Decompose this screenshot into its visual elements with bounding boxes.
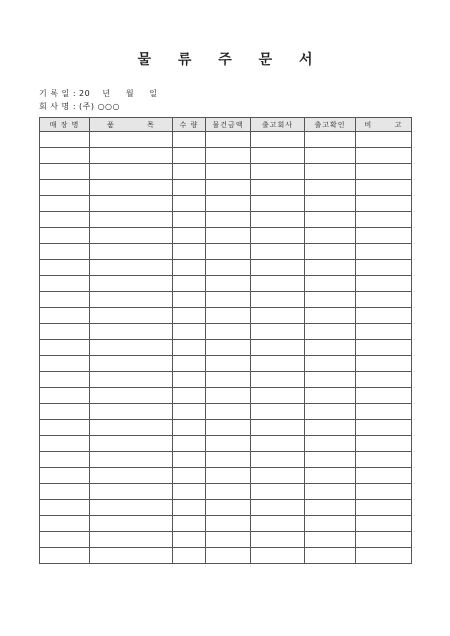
table-cell[interactable] [305, 180, 356, 196]
table-cell[interactable] [356, 484, 412, 500]
table-cell[interactable] [356, 548, 412, 564]
table-cell[interactable] [173, 420, 206, 436]
table-cell[interactable] [251, 532, 305, 548]
table-cell[interactable] [251, 164, 305, 180]
table-cell[interactable] [206, 260, 251, 276]
table-row [40, 180, 412, 196]
table-cell[interactable] [40, 132, 90, 148]
table-cell[interactable] [356, 340, 412, 356]
table-cell[interactable] [206, 468, 251, 484]
table-cell[interactable] [90, 532, 173, 548]
table-cell[interactable] [40, 420, 90, 436]
table-cell[interactable] [40, 356, 90, 372]
table-cell[interactable] [305, 308, 356, 324]
table-cell[interactable] [251, 404, 305, 420]
table-row [40, 548, 412, 564]
table-cell[interactable] [305, 500, 356, 516]
table-cell[interactable] [305, 356, 356, 372]
table-cell[interactable] [305, 324, 356, 340]
table-cell[interactable] [173, 244, 206, 260]
table-cell[interactable] [206, 244, 251, 260]
table-row [40, 372, 412, 388]
table-cell[interactable] [173, 500, 206, 516]
table-cell[interactable] [251, 372, 305, 388]
table-cell[interactable] [40, 260, 90, 276]
table-cell[interactable] [305, 340, 356, 356]
table-cell[interactable] [90, 340, 173, 356]
table-body [40, 132, 412, 564]
table-cell[interactable] [40, 452, 90, 468]
table-cell[interactable] [173, 404, 206, 420]
table-row [40, 340, 412, 356]
table-cell[interactable] [356, 148, 412, 164]
table-cell[interactable] [173, 180, 206, 196]
table-row [40, 356, 412, 372]
table-cell[interactable] [305, 404, 356, 420]
table-cell[interactable] [305, 532, 356, 548]
table-cell[interactable] [251, 436, 305, 452]
table-cell[interactable] [173, 196, 206, 212]
table-cell[interactable] [90, 500, 173, 516]
table-cell[interactable] [251, 468, 305, 484]
table-cell[interactable] [305, 484, 356, 500]
table-cell[interactable] [90, 148, 173, 164]
table-cell[interactable] [90, 292, 173, 308]
table-cell[interactable] [90, 324, 173, 340]
table-cell[interactable] [90, 452, 173, 468]
table-cell[interactable] [173, 452, 206, 468]
table-row [40, 324, 412, 340]
header-amount: 물건금액 [206, 118, 251, 132]
table-cell[interactable] [305, 148, 356, 164]
table-cell[interactable] [305, 420, 356, 436]
header-item: 품 목 [90, 118, 173, 132]
table-cell[interactable] [356, 276, 412, 292]
table-cell[interactable] [206, 148, 251, 164]
table-row [40, 212, 412, 228]
table-cell[interactable] [305, 244, 356, 260]
table-row [40, 436, 412, 452]
table-cell[interactable] [40, 196, 90, 212]
document-title: 물 류 주 문 서 [137, 52, 324, 68]
table-cell[interactable] [173, 484, 206, 500]
table-row [40, 308, 412, 324]
table-cell[interactable] [206, 340, 251, 356]
table-cell[interactable] [173, 372, 206, 388]
table-cell[interactable] [90, 132, 173, 148]
table-cell[interactable] [305, 196, 356, 212]
table-cell[interactable] [173, 212, 206, 228]
table-cell[interactable] [90, 404, 173, 420]
header-quantity: 수 량 [173, 118, 206, 132]
table-cell[interactable] [251, 244, 305, 260]
table-cell[interactable] [40, 308, 90, 324]
table-cell[interactable] [251, 196, 305, 212]
table-cell[interactable] [305, 132, 356, 148]
table-cell[interactable] [305, 468, 356, 484]
table-cell[interactable] [356, 260, 412, 276]
table-cell[interactable] [251, 228, 305, 244]
table-row [40, 148, 412, 164]
table-cell[interactable] [356, 452, 412, 468]
table-cell[interactable] [40, 532, 90, 548]
table-cell[interactable] [90, 372, 173, 388]
table-cell[interactable] [356, 244, 412, 260]
table-cell[interactable] [305, 260, 356, 276]
table-row [40, 516, 412, 532]
table-cell[interactable] [40, 276, 90, 292]
header-store-name: 매 장 명 [40, 118, 90, 132]
table-cell[interactable] [206, 436, 251, 452]
table-cell[interactable] [356, 180, 412, 196]
table-cell[interactable] [40, 516, 90, 532]
table-cell[interactable] [206, 484, 251, 500]
table-cell[interactable] [206, 420, 251, 436]
table-cell[interactable] [173, 276, 206, 292]
table-cell[interactable] [356, 468, 412, 484]
table-row [40, 500, 412, 516]
table-cell[interactable] [206, 516, 251, 532]
table-cell[interactable] [173, 388, 206, 404]
table-cell[interactable] [251, 516, 305, 532]
table-cell[interactable] [40, 244, 90, 260]
table-cell[interactable] [40, 484, 90, 500]
table-cell[interactable] [251, 276, 305, 292]
table-header-row [40, 118, 412, 132]
table-cell[interactable] [305, 276, 356, 292]
table-cell[interactable] [40, 292, 90, 308]
table-cell[interactable] [206, 356, 251, 372]
table-cell[interactable] [356, 436, 412, 452]
table-row [40, 196, 412, 212]
table-cell[interactable] [173, 340, 206, 356]
table-cell[interactable] [251, 324, 305, 340]
table-cell[interactable] [251, 420, 305, 436]
table-cell[interactable] [90, 244, 173, 260]
table-cell[interactable] [206, 180, 251, 196]
table-cell[interactable] [90, 164, 173, 180]
table-cell[interactable] [90, 436, 173, 452]
table-cell[interactable] [173, 228, 206, 244]
table-cell[interactable] [90, 420, 173, 436]
table-cell[interactable] [251, 340, 305, 356]
table-cell[interactable] [356, 308, 412, 324]
table-cell[interactable] [40, 148, 90, 164]
table-cell[interactable] [40, 500, 90, 516]
table-cell[interactable] [251, 388, 305, 404]
table-cell[interactable] [305, 212, 356, 228]
table-cell[interactable] [305, 516, 356, 532]
table-row [40, 228, 412, 244]
table-cell[interactable] [356, 356, 412, 372]
table-cell[interactable] [251, 484, 305, 500]
table-cell[interactable] [206, 164, 251, 180]
table-cell[interactable] [173, 164, 206, 180]
table-cell[interactable] [90, 356, 173, 372]
table-cell[interactable] [356, 388, 412, 404]
table-row [40, 484, 412, 500]
table-cell[interactable] [356, 420, 412, 436]
table-cell[interactable] [90, 228, 173, 244]
table-cell[interactable] [356, 324, 412, 340]
table-cell[interactable] [305, 548, 356, 564]
table-cell[interactable] [173, 260, 206, 276]
table-cell[interactable] [90, 276, 173, 292]
table-cell[interactable] [173, 292, 206, 308]
table-cell[interactable] [40, 180, 90, 196]
table-cell[interactable] [206, 532, 251, 548]
table-cell[interactable] [251, 180, 305, 196]
order-table [39, 117, 412, 564]
table-cell[interactable] [251, 356, 305, 372]
table-cell[interactable] [206, 292, 251, 308]
table-cell[interactable] [356, 228, 412, 244]
table-cell[interactable] [206, 388, 251, 404]
table-cell[interactable] [40, 324, 90, 340]
table-row [40, 292, 412, 308]
table-cell[interactable] [305, 228, 356, 244]
table-cell[interactable] [40, 388, 90, 404]
table-cell[interactable] [206, 324, 251, 340]
record-date-line: 기 록 일 : 20 년 월 일 [39, 89, 158, 98]
table-row [40, 132, 412, 148]
table-cell[interactable] [206, 132, 251, 148]
table-cell[interactable] [251, 548, 305, 564]
table-cell[interactable] [90, 468, 173, 484]
table-row [40, 420, 412, 436]
table-cell[interactable] [305, 436, 356, 452]
table-cell[interactable] [251, 308, 305, 324]
table-cell[interactable] [40, 548, 90, 564]
table-cell[interactable] [305, 292, 356, 308]
table-cell[interactable] [173, 436, 206, 452]
table-cell[interactable] [356, 292, 412, 308]
table-cell[interactable] [40, 372, 90, 388]
table-cell[interactable] [206, 212, 251, 228]
table-cell[interactable] [251, 148, 305, 164]
header-remarks: 비 고 [356, 118, 412, 132]
table-cell[interactable] [206, 308, 251, 324]
header-shipping-company: 출고회사 [251, 118, 305, 132]
table-cell[interactable] [356, 132, 412, 148]
table-cell[interactable] [206, 372, 251, 388]
table-cell[interactable] [206, 196, 251, 212]
table-cell[interactable] [251, 500, 305, 516]
table-cell[interactable] [356, 532, 412, 548]
table-cell[interactable] [90, 212, 173, 228]
table-cell[interactable] [356, 164, 412, 180]
table-cell[interactable] [173, 148, 206, 164]
table-row [40, 468, 412, 484]
table-cell[interactable] [173, 516, 206, 532]
table-cell[interactable] [173, 548, 206, 564]
table-cell[interactable] [173, 324, 206, 340]
table-cell[interactable] [305, 372, 356, 388]
table-cell[interactable] [206, 500, 251, 516]
table-cell[interactable] [206, 548, 251, 564]
table-row [40, 388, 412, 404]
table-cell[interactable] [173, 356, 206, 372]
table-cell[interactable] [90, 388, 173, 404]
table-cell[interactable] [40, 404, 90, 420]
table-cell[interactable] [40, 212, 90, 228]
table-cell[interactable] [251, 260, 305, 276]
table-cell[interactable] [356, 404, 412, 420]
table-cell[interactable] [40, 228, 90, 244]
table-cell[interactable] [90, 260, 173, 276]
table-row [40, 244, 412, 260]
table-cell[interactable] [305, 388, 356, 404]
table-cell[interactable] [40, 164, 90, 180]
table-cell[interactable] [90, 516, 173, 532]
table-cell[interactable] [40, 340, 90, 356]
table-cell[interactable] [173, 132, 206, 148]
table-cell[interactable] [206, 404, 251, 420]
table-cell[interactable] [305, 452, 356, 468]
table-row [40, 276, 412, 292]
table-cell[interactable] [173, 532, 206, 548]
table-cell[interactable] [90, 308, 173, 324]
table-cell[interactable] [206, 276, 251, 292]
table-cell[interactable] [356, 372, 412, 388]
table-row [40, 532, 412, 548]
table-cell[interactable] [356, 196, 412, 212]
table-cell[interactable] [251, 292, 305, 308]
table-cell[interactable] [356, 212, 412, 228]
table-cell[interactable] [356, 516, 412, 532]
table-row [40, 260, 412, 276]
table-cell[interactable] [90, 484, 173, 500]
table-cell[interactable] [40, 436, 90, 452]
table-row [40, 404, 412, 420]
table-cell[interactable] [206, 228, 251, 244]
table-cell[interactable] [305, 164, 356, 180]
company-line: 회 사 명 : (주) ○○○ [39, 102, 121, 111]
table-row [40, 164, 412, 180]
table-cell[interactable] [173, 468, 206, 484]
table-cell[interactable] [90, 180, 173, 196]
table-row [40, 452, 412, 468]
table-cell[interactable] [251, 212, 305, 228]
table-cell[interactable] [40, 468, 90, 484]
table-cell[interactable] [206, 452, 251, 468]
table-cell[interactable] [251, 452, 305, 468]
header-shipping-confirm: 출고확인 [305, 118, 356, 132]
table-cell[interactable] [173, 308, 206, 324]
table-cell[interactable] [251, 132, 305, 148]
table-cell[interactable] [90, 196, 173, 212]
table-cell[interactable] [356, 500, 412, 516]
table-cell[interactable] [90, 548, 173, 564]
